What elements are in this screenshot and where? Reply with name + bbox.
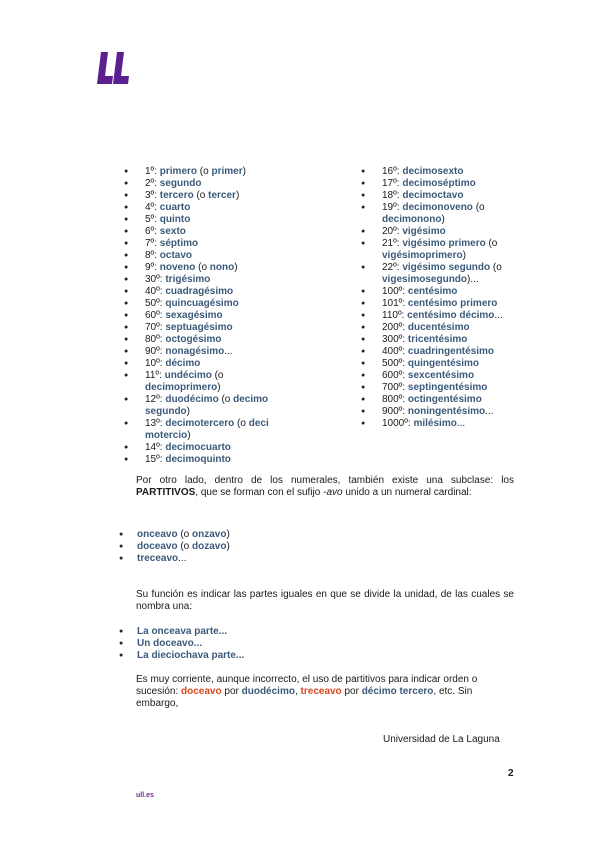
ordinal-word: cuadringentésimo — [407, 346, 495, 357]
ordinal-word: decimocuarto — [165, 442, 231, 453]
ordinal-left-item: ● 9º: noveno (o nono) — [121, 262, 291, 274]
ordinal-number: 700º: — [382, 382, 408, 393]
ordinal-alt-word: decimoprimero — [145, 382, 218, 393]
ordinal-left-item — [121, 274, 291, 286]
ordinal-word: ducentésimo — [407, 322, 470, 333]
ordinal-number: 15º: — [145, 454, 166, 465]
ordinal-word: septingentésimo — [407, 382, 488, 393]
ordinal-right-item: ● 900º: noningentésimo... — [358, 406, 523, 418]
ordinal-alt-word: vigésimoprimero — [382, 250, 463, 261]
ordinal-left-item — [121, 322, 291, 334]
ordinal-left-item: ● 11º: undécimo (o decimoprimero) — [121, 370, 291, 394]
ordinal-number: 3º: — [145, 190, 160, 201]
ordinal-number: 100º: — [382, 286, 408, 297]
ordinal-word: octingentésimo — [407, 394, 482, 405]
ull-logo — [95, 52, 135, 84]
ordinal-number: 6º: — [145, 226, 160, 237]
ordinal-alt-word: tercer — [208, 190, 236, 201]
ordinal-word: tricentésimo — [407, 334, 468, 345]
ordinal-left-item — [121, 214, 291, 226]
ordinal-word: octogésimo — [165, 334, 222, 345]
ordinal-word: octavo — [159, 250, 193, 261]
example-text: La onceava parte... — [137, 626, 228, 637]
ordinal-word: nonagésimo — [165, 346, 225, 357]
ordinal-number: 70º: — [145, 322, 166, 333]
ordinal-word: duodécimo — [165, 394, 219, 405]
ordinal-right-item: ● 110º: centésimo décimo... — [358, 310, 523, 322]
ordinal-word: decimotercero — [165, 418, 235, 429]
ordinal-number: 80º: — [145, 334, 166, 345]
ordinal-word: undécimo — [164, 370, 212, 381]
ordinal-right-item — [358, 178, 523, 190]
ordinal-number: 60º: — [145, 310, 166, 321]
ordinals-right-list — [358, 166, 523, 430]
ordinal-word: centésimo — [407, 286, 458, 297]
ordinal-right-item — [358, 226, 523, 238]
ordinal-word: decimoctavo — [402, 190, 464, 201]
ordinal-alt-word: decimonono — [382, 214, 442, 225]
ordinal-word: centésimo décimo — [407, 310, 495, 321]
ordinal-word: vigésimo — [402, 226, 446, 237]
ordinal-alt-word: nono — [209, 262, 235, 273]
ordinal-number: 90º: — [145, 346, 166, 357]
example-text: Un doceavo... — [137, 638, 203, 649]
ordinal-left-item: ● 13º: decimotercero (o deci motercio) — [121, 418, 291, 442]
ordinal-left-item — [121, 202, 291, 214]
ordinal-word: noveno — [159, 262, 196, 273]
ordinal-number: 16º: — [382, 166, 403, 177]
ordinal-number: 300º: — [382, 334, 408, 345]
partitivo-word: onceavo — [137, 529, 178, 540]
ordinal-word: sexto — [159, 226, 186, 237]
partitivos-list — [119, 529, 230, 565]
ordinal-left-item: ● 1º: primero (o primer) — [121, 166, 291, 178]
ordinal-word: séptimo — [159, 238, 199, 249]
ordinal-word: sexagésimo — [165, 310, 223, 321]
ordinal-number: 22º: — [382, 262, 403, 273]
ordinal-number: 4º: — [145, 202, 160, 213]
ordinal-right-item — [358, 334, 523, 346]
ordinal-word: quincuagésimo — [165, 298, 239, 309]
ordinal-number: 11º: — [145, 370, 165, 381]
example-text: La dieciochava parte... — [137, 650, 245, 661]
ordinal-word: decimosexto — [402, 166, 464, 177]
ordinal-right-item — [358, 358, 523, 370]
ordinal-left-item — [121, 250, 291, 262]
ordinal-word: tercero — [159, 190, 194, 201]
ordinal-word: décimo — [165, 358, 201, 369]
ordinal-number: 21º: — [382, 238, 403, 249]
ordinal-number: 12º: — [145, 394, 166, 405]
ordinal-word: sexcentésimo — [407, 370, 475, 381]
ordinal-alt-word: decimo segundo — [145, 394, 269, 417]
ordinal-left-item — [121, 310, 291, 322]
ordinal-number: 40º: — [145, 286, 166, 297]
example-item — [119, 650, 244, 662]
ordinal-word: cuarto — [159, 202, 191, 213]
ordinal-word: segundo — [159, 178, 202, 189]
paragraph-uso-incorrecto: Es muy corriente, aunque incorrecto, el uso de partitivos para indicar orden o sucesión: doceavo por duodécimo, treceavo por décimo tercero, etc. Sin embargo, — [136, 674, 478, 709]
ordinal-alt-word: primer — [211, 166, 243, 177]
ordinal-right-item: ● 22º: vigésimo segundo (o vigesimosegundo)... — [358, 262, 523, 286]
ordinal-number: 400º: — [382, 346, 408, 357]
ordinal-word: decimoséptimo — [402, 178, 476, 189]
ordinal-number: 101º: — [382, 298, 408, 309]
ordinal-left-item — [121, 286, 291, 298]
partitivo-word: doceavo — [137, 541, 178, 552]
ordinals-left-list — [121, 166, 291, 466]
ordinal-number: 800º: — [382, 394, 408, 405]
ordinal-left-item — [121, 358, 291, 370]
ordinal-number: 5º: — [145, 214, 160, 225]
ordinal-word: quingentésimo — [407, 358, 480, 369]
partitivo-item: ● treceavo... — [119, 553, 230, 565]
ordinal-word: septuagésimo — [165, 322, 233, 333]
ordinal-word: milésimo — [413, 418, 457, 429]
ordinal-word: cuadragésimo — [165, 286, 234, 297]
ordinal-word: vigésimo segundo — [402, 262, 491, 273]
example-item — [119, 626, 244, 638]
ordinal-number: 13º: — [145, 418, 166, 429]
ordinal-left-item — [121, 226, 291, 238]
ordinal-left-item — [121, 178, 291, 190]
partitivo-item: ● doceavo (o dozavo) — [119, 541, 230, 553]
ordinal-word: primero — [159, 166, 198, 177]
ordinal-number: 900º: — [382, 406, 408, 417]
ordinal-right-item — [358, 286, 523, 298]
ordinal-right-item — [358, 370, 523, 382]
ordinal-right-item: ● 1000º: milésimo... — [358, 418, 523, 430]
paragraph-partitivos: Por otro lado, dentro de los numerales, también existe una subclase: los PARTITIVOS, que se forman con el sufijo -avo unido a un numeral cardinal: — [136, 475, 514, 498]
ordinal-word: quinto — [159, 214, 191, 225]
ordinal-number: 19º: — [382, 202, 403, 213]
example-item — [119, 638, 244, 650]
ordinal-number: 2º: — [145, 178, 160, 189]
ordinal-right-item: ● 19º: decimonoveno (o decimonono) — [358, 202, 523, 226]
ordinal-right-item — [358, 298, 523, 310]
ordinal-number: 500º: — [382, 358, 408, 369]
ordinal-number: 8º: — [145, 250, 160, 261]
ordinal-left-item: ● 12º: duodécimo (o decimo segundo) — [121, 394, 291, 418]
ordinal-number: 1000º: — [382, 418, 414, 429]
ordinal-word: noningentésimo — [407, 406, 486, 417]
ordinal-number: 9º: — [145, 262, 160, 273]
ordinal-number: 17º: — [382, 178, 403, 189]
ordinal-right-item — [358, 322, 523, 334]
ordinal-number: 7º: — [145, 238, 160, 249]
examples-list — [119, 626, 244, 662]
website-link[interactable]: ull.es — [136, 792, 154, 799]
partitivo-word: treceavo — [137, 553, 179, 564]
ordinal-number: 110º: — [382, 310, 408, 321]
ordinal-left-item: ● 90º: nonagésimo... — [121, 346, 291, 358]
ordinal-word: centésimo primero — [407, 298, 498, 309]
page-number: 2 — [508, 768, 514, 779]
ordinal-alt-word: vigesimosegundo — [382, 274, 468, 285]
ordinal-alt-word: deci motercio — [145, 418, 269, 441]
university-name: Universidad de La Laguna — [383, 734, 500, 745]
partitivo-alt-word: onzavo — [192, 529, 227, 540]
ordinal-word: vigésimo primero — [402, 238, 486, 249]
ordinal-number: 14º: — [145, 442, 166, 453]
ordinal-right-item — [358, 190, 523, 202]
ordinal-number: 18º: — [382, 190, 403, 201]
ordinal-left-item: ● 3º: tercero (o tercer) — [121, 190, 291, 202]
ordinal-number: 10º: — [145, 358, 166, 369]
ordinal-left-item — [121, 298, 291, 310]
ordinal-word: trigésimo — [165, 274, 211, 285]
ordinal-left-item — [121, 238, 291, 250]
ordinal-left-item — [121, 334, 291, 346]
ordinal-number: 600º: — [382, 370, 408, 381]
ordinal-number: 30º: — [145, 274, 166, 285]
ordinal-word: decimoquinto — [165, 454, 231, 465]
ordinal-right-item: ● 21º: vigésimo primero (o vigésimoprimero) — [358, 238, 523, 262]
paragraph-funcion: Su función es indicar las partes iguales en que se divide la unidad, de las cuales se nombra una: — [136, 589, 514, 612]
ordinal-number: 20º: — [382, 226, 403, 237]
ordinal-right-item — [358, 394, 523, 406]
partitivo-alt-word: dozavo — [192, 541, 227, 552]
partitivo-item: ● onceavo (o onzavo) — [119, 529, 230, 541]
ordinal-right-item — [358, 166, 523, 178]
ordinal-right-item — [358, 346, 523, 358]
ordinal-number: 50º: — [145, 298, 166, 309]
ordinal-number: 200º: — [382, 322, 408, 333]
ordinal-word: decimonoveno — [402, 202, 473, 213]
ordinal-number: 1º: — [145, 166, 160, 177]
ordinal-left-item — [121, 442, 291, 454]
ordinal-right-item — [358, 382, 523, 394]
ordinal-left-item — [121, 454, 291, 466]
